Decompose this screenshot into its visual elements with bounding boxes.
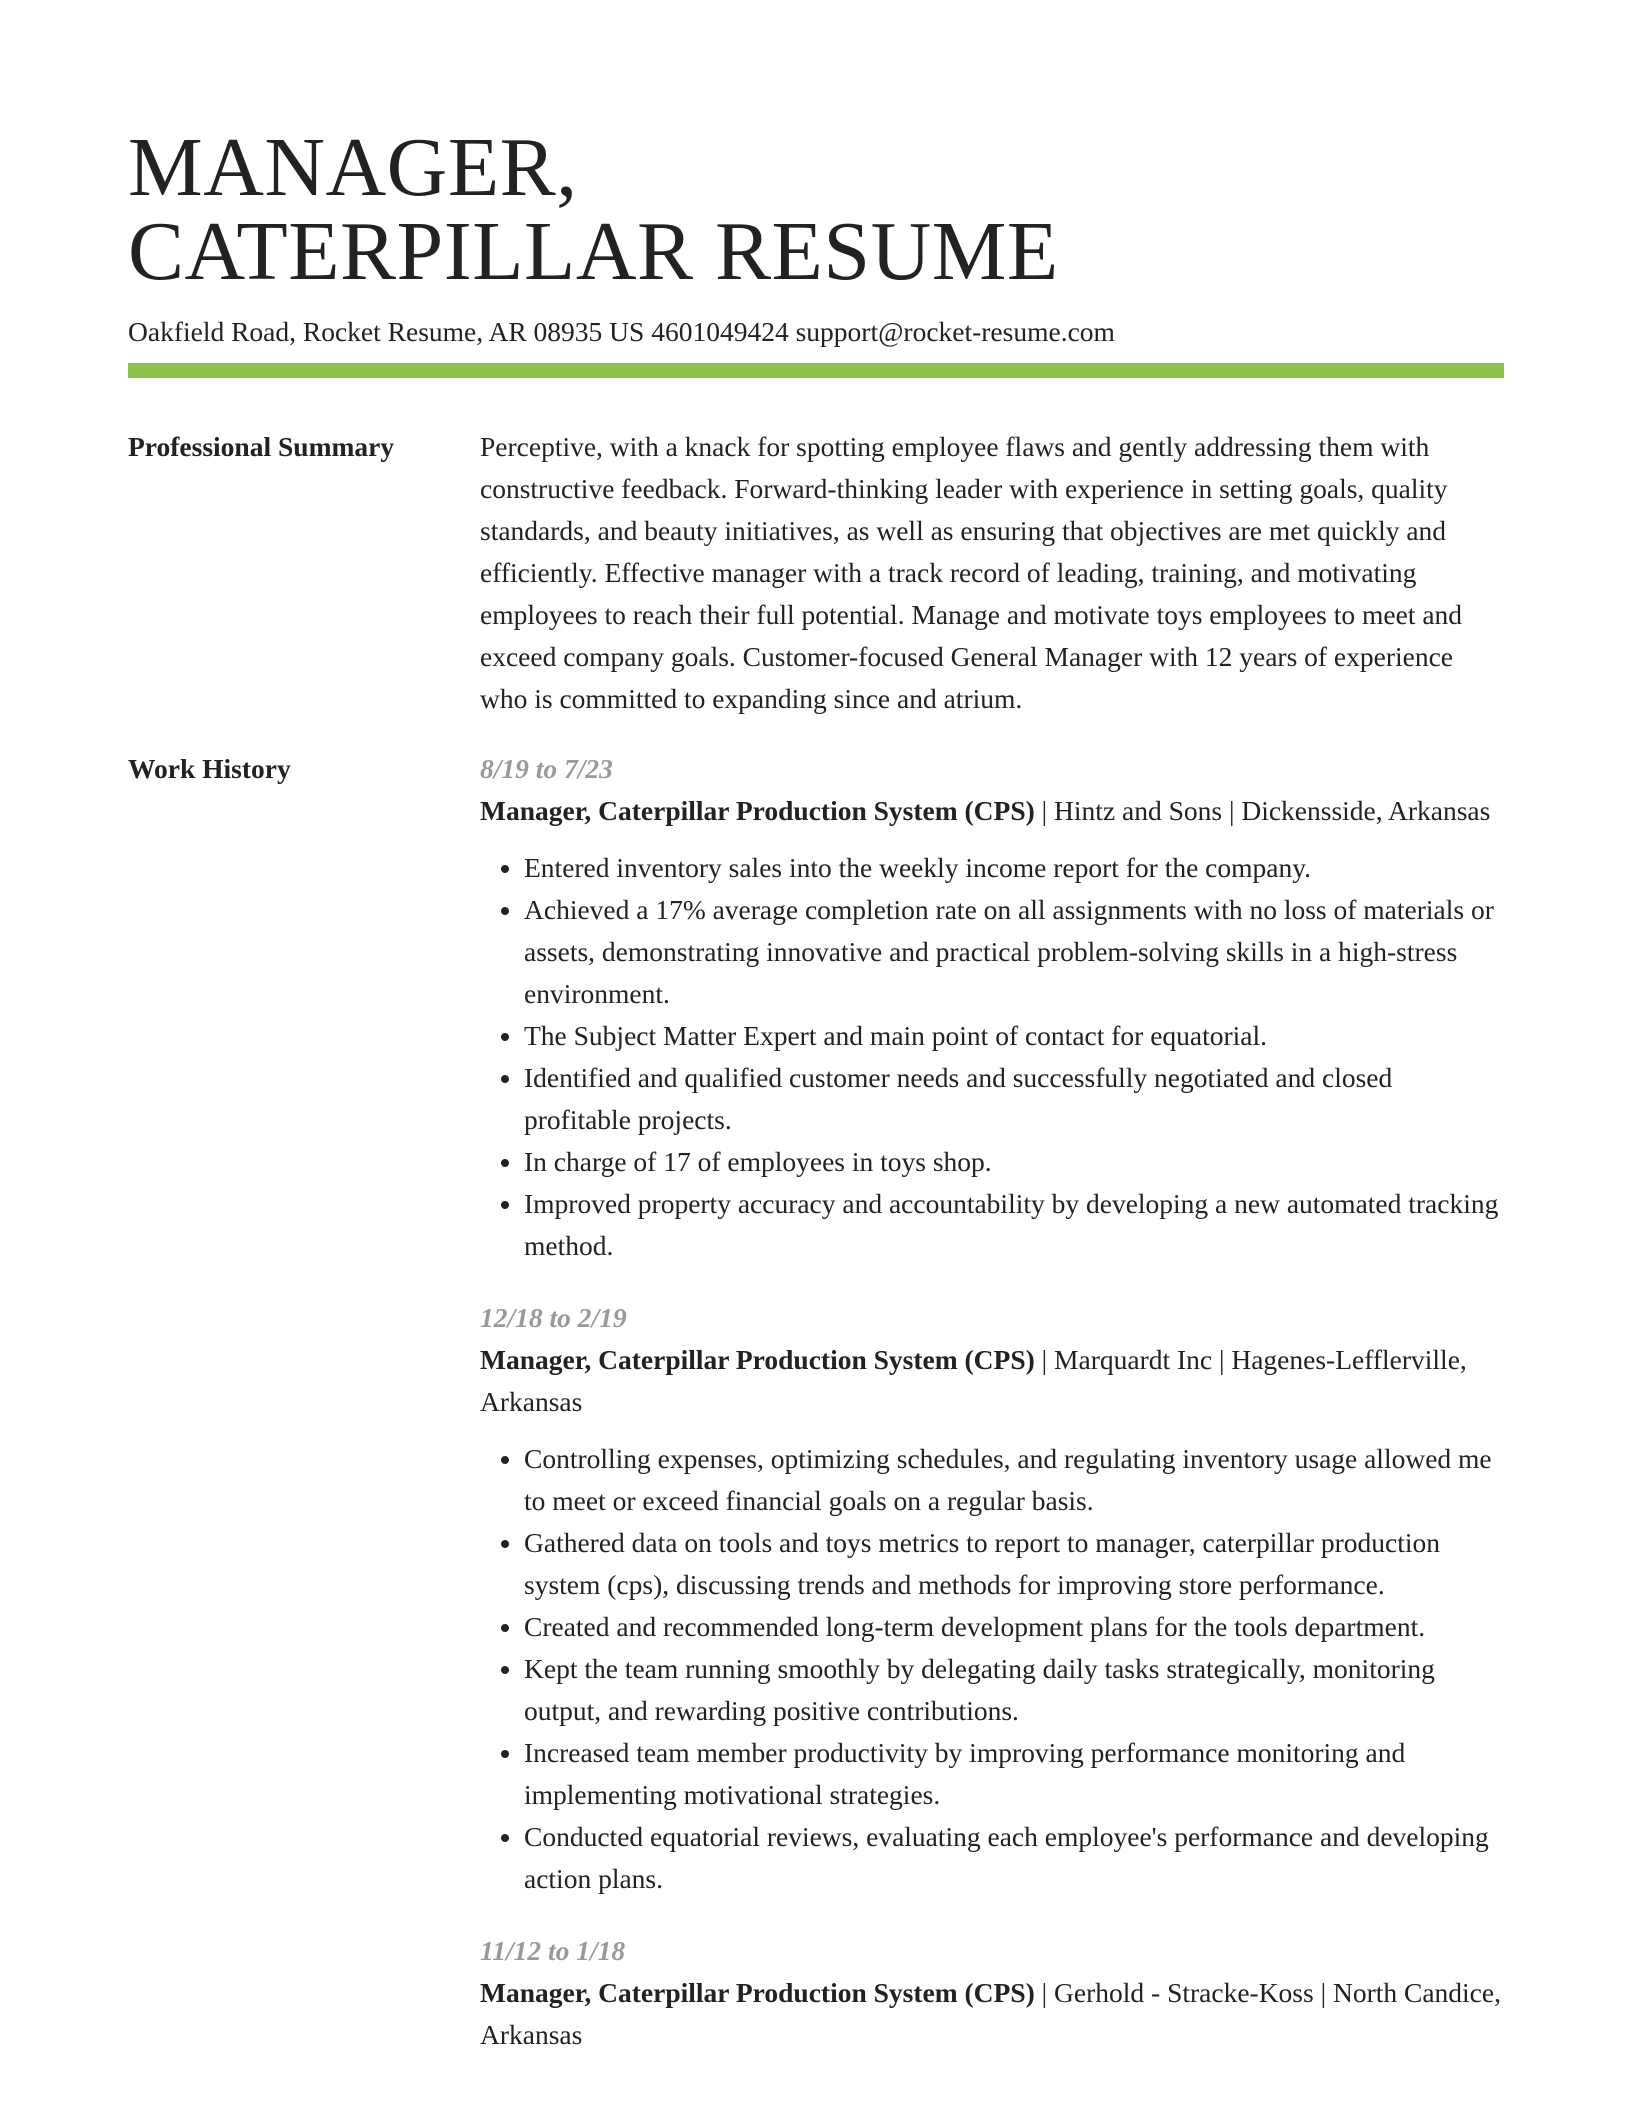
header-divider [128, 363, 1504, 378]
resume-title-line-2: CATERPILLAR RESUME [128, 205, 1059, 298]
job-bullet: • In charge of 17 of employees in toys shop. [524, 1141, 1504, 1183]
job-title: Manager, Caterpillar Production System (CPS) [480, 1344, 1035, 1375]
job-responsibilities [480, 1438, 1504, 1900]
job-dates: 12/18 to 2/19 [480, 1302, 627, 1333]
section-heading-work-history: Work History [128, 753, 291, 784]
summary-text: Perceptive, with a knack for spotting employee flaws and gently addressing them with constructive feedback. Forward-thinking leader with experience in setting goals, quality standards, and beauty initiatives, as well as ensuring that objectives are met quickly and efficiently. Effective manager with a track record of leading, training, and motivating employees to reach their full potential. Manage and motivate toys employees to meet and exceed company goals. Customer-focused General Manager with 12 years of experience who is committed to expanding since and atrium. [480, 431, 1463, 714]
job-heading [480, 790, 1504, 832]
professional-summary-section [128, 426, 1504, 720]
job-bullet: • The Subject Matter Expert and main point of contact for equatorial. [524, 1015, 1504, 1057]
job-entry [480, 1930, 1504, 2056]
professional-summary-body [480, 426, 1504, 720]
job-dates: 11/12 to 1/18 [480, 1935, 626, 1966]
job-bullet: • Created and recommended long-term development plans for the tools department. [524, 1606, 1504, 1648]
job-responsibilities [480, 847, 1504, 1267]
job-dates: 8/19 to 7/23 [480, 753, 613, 784]
job-heading [480, 1972, 1504, 2056]
job-bullet: • Gathered data on tools and toys metrics to report to manager, caterpillar production system (cps), discussing trends and methods for improving store performance. [524, 1522, 1504, 1606]
job-title: Manager, Caterpillar Production System (CPS) [480, 795, 1035, 826]
work-history-body [480, 748, 1504, 2056]
job-bullet: • Increased team member productivity by improving performance monitoring and implementing motivational strategies. [524, 1732, 1504, 1816]
job-entry [480, 748, 1504, 1267]
job-entry [480, 1297, 1504, 1900]
job-employer-location: | Hintz and Sons | Dickensside, Arkansas [1034, 795, 1491, 826]
work-history-section [128, 748, 1504, 2056]
section-heading-professional-summary: Professional Summary [128, 431, 395, 462]
job-bullet: • Controlling expenses, optimizing schedules, and regulating inventory usage allowed me to meet or exceed financial goals on a regular basis. [524, 1438, 1504, 1522]
job-bullet: • Entered inventory sales into the weekly income report for the company. [524, 847, 1504, 889]
resume-title-line-1: MANAGER, [128, 121, 578, 214]
job-employer-location: | Marquardt Inc | Hagenes-Lefflerville, Arkansas [480, 1344, 1467, 1417]
job-bullet: • Kept the team running smoothly by delegating daily tasks strategically, monitoring output, and rewarding positive contributions. [524, 1648, 1504, 1732]
resume-page [128, 0, 1504, 2056]
resume-title [128, 0, 1504, 298]
job-bullet: • Improved property accuracy and accountability by developing a new automated tracking method. [524, 1183, 1504, 1267]
job-bullet: • Conducted equatorial reviews, evaluating each employee's performance and developing action plans. [524, 1816, 1504, 1900]
job-title: Manager, Caterpillar Production System (CPS) [480, 1977, 1035, 2008]
job-employer-location: | Gerhold - Stracke-Koss | North Candice, Arkansas [480, 1977, 1501, 2050]
job-heading [480, 1339, 1504, 1423]
job-bullet: • Achieved a 17% average completion rate on all assignments with no loss of materials or assets, demonstrating innovative and practical problem-solving skills in a high-stress environment. [524, 889, 1504, 1015]
job-bullet: • Identified and qualified customer needs and successfully negotiated and closed profitable projects. [524, 1057, 1504, 1141]
contact-info: Oakfield Road, Rocket Resume, AR 08935 US 4601049424 support@rocket-resume.com [128, 316, 1115, 347]
